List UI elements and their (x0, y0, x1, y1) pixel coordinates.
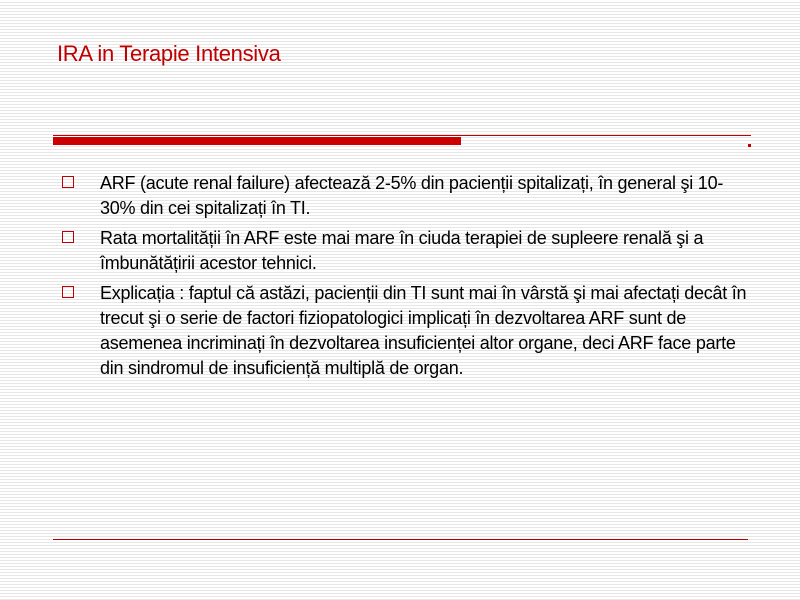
footer-divider (53, 539, 748, 540)
bullet-text: Rata mortalității în ARF este mai mare în ciuda terapiei de supleere renală şi a îmbunătățirii acestor tehnici. (100, 228, 704, 273)
square-bullet-icon (62, 231, 74, 243)
bullet-list (60, 171, 750, 386)
square-bullet-icon (62, 286, 74, 298)
bullet-text: ARF (acute renal failure) afectează 2-5% din pacienții spitalizați, în general şi 10-30% din cei spitalizați în TI. (100, 173, 724, 218)
bullet-text: Explicația : faptul că astăzi, pacienții din TI sunt mai în vârstă şi mai afectați decât în trecut şi o serie de factori fiziopatologici implicați în dezvoltarea ARF sunt de asemenea incriminați în dezvoltarea insuficienței altor organe, deci ARF face parte din sindromul de insuficiență multiplă de organ. (100, 283, 747, 378)
bullet-item (60, 226, 750, 276)
slide-title: IRA in Terapie Intensiva (57, 41, 281, 66)
bullet-item (60, 281, 750, 381)
square-bullet-icon (62, 176, 74, 188)
title-divider-end-mark (748, 144, 751, 147)
bullet-item (60, 171, 750, 221)
title-divider-thin (53, 135, 751, 136)
title-divider-thick (53, 137, 461, 145)
